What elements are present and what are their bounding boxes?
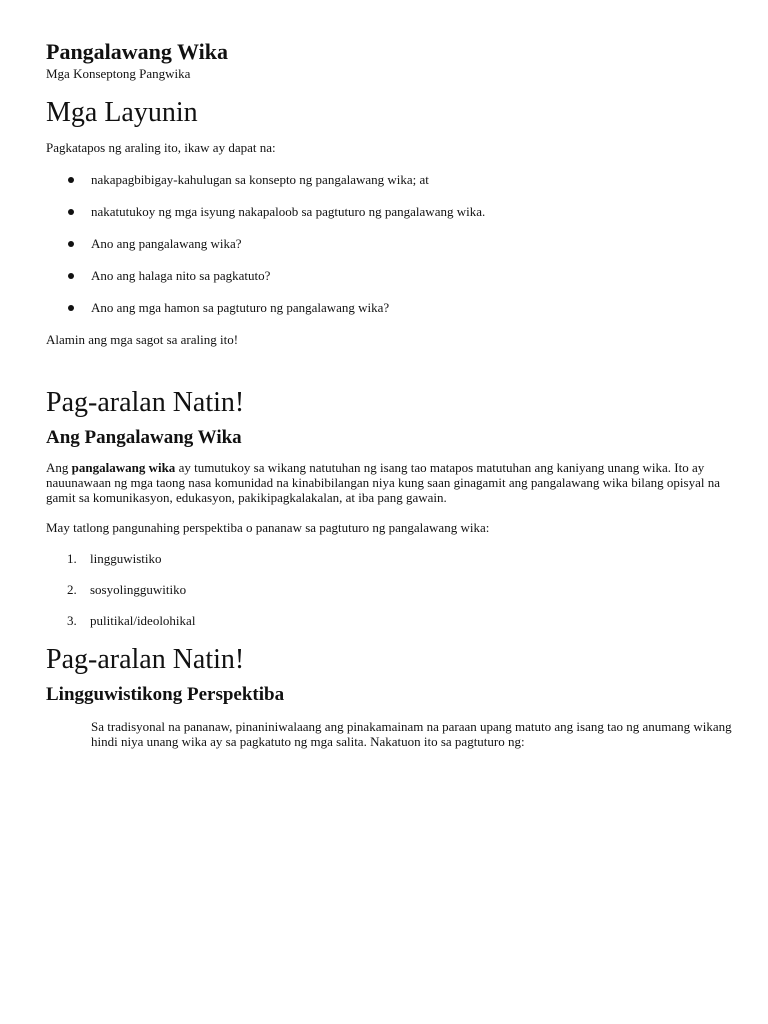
bullet-icon <box>68 273 74 279</box>
section2-paragraph: Sa tradisyonal na pananaw, pinaniniwalaang ang pinakamainam na paraan upang matuto ang isang tao ng anumang wikang hindi niya unang wika ay sa pagkatuto ng mga salita. Nakatuon ito sa pagtuturo ng: <box>91 719 732 749</box>
list-number: 3. <box>67 613 77 628</box>
list-item-text: nakapagbibigay-kahulugan sa konsepto ng pangalawang wika; at <box>91 172 429 187</box>
list-item <box>46 613 736 628</box>
section2-heading: Pag-aralan Natin! <box>46 644 245 675</box>
list-item-text: pulitikal/ideolohikal <box>90 613 196 628</box>
objectives-list <box>46 172 736 315</box>
bullet-icon <box>68 305 74 311</box>
section1-paragraph-rest: ay tumutukoy sa wikang natutuhan ng isang tao matapos matutuhan ang kaniyang unang wika. Ito ay nauunawaan ng mga taong nasa komunidad na kinabibilangan niya kung saan ginagamit ang pangalawang wika bilang opisyal na gamit sa komunikasyon, edukasyon, pakikipagkalakalan, at iba pang gawain. <box>46 460 721 505</box>
list-item-text: nakatutukoy ng mga isyung nakapaloob sa pagtuturo ng pangalawang wika. <box>91 204 486 219</box>
objectives-heading: Mga Layunin <box>46 97 198 128</box>
document-title: Pangalawang Wika <box>46 39 228 64</box>
section1-subheading: Ang Pangalawang Wika <box>46 427 242 448</box>
section2-subheading: Lingguwistikong Perspektiba <box>46 684 285 705</box>
list-item <box>46 172 736 187</box>
bullet-icon <box>68 241 74 247</box>
perspectives-intro: May tatlong pangunahing perspektiba o pananaw sa pagtuturo ng pangalawang wika: <box>46 520 490 535</box>
list-item-text: Ano ang pangalawang wika? <box>91 236 242 251</box>
list-item-text: lingguwistiko <box>90 551 162 566</box>
list-item-text: Ano ang halaga nito sa pagkatuto? <box>91 268 271 283</box>
bullet-icon <box>68 177 74 183</box>
list-item <box>46 300 736 315</box>
perspectives-list <box>46 551 736 628</box>
list-item <box>46 582 736 597</box>
list-item <box>46 268 736 283</box>
bullet-icon <box>68 209 74 215</box>
list-item-text: Ano ang mga hamon sa pagtuturo ng pangalawang wika? <box>91 300 390 315</box>
list-item <box>46 236 736 251</box>
section1-paragraph <box>46 460 736 505</box>
section1-heading: Pag-aralan Natin! <box>46 387 245 418</box>
list-number: 2. <box>67 582 77 597</box>
list-item <box>46 551 736 566</box>
document-subtitle: Mga Konseptong Pangwika <box>46 66 191 81</box>
list-item-text: sosyolingguwitiko <box>90 582 187 597</box>
document-page <box>46 38 736 749</box>
section1-paragraph-lead: Ang <box>46 460 72 475</box>
objectives-intro: Pagkatapos ng araling ito, ikaw ay dapat na: <box>46 140 276 155</box>
term-pangalawang-wika: pangalawang wika <box>71 460 176 475</box>
list-item <box>46 204 736 219</box>
list-number: 1. <box>67 551 77 566</box>
objectives-closing: Alamin ang mga sagot sa araling ito! <box>46 332 239 347</box>
